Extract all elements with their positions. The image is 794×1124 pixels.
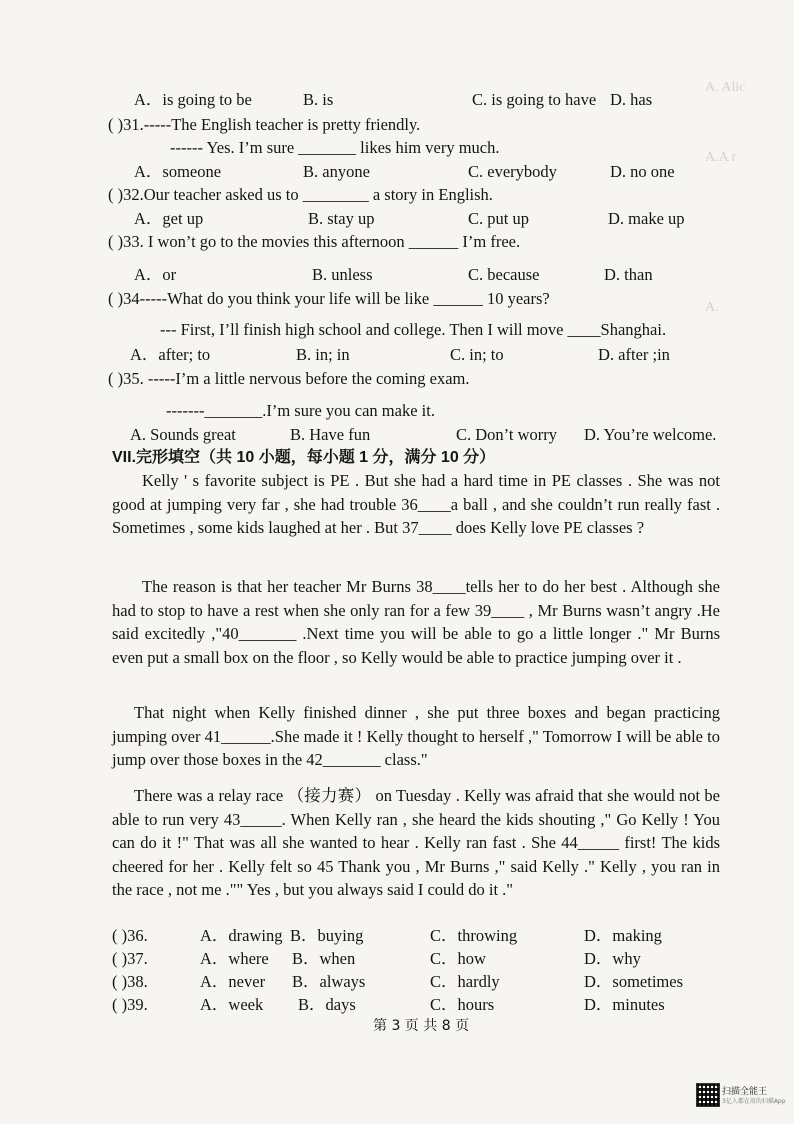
q37-option-c[interactable]: C．how (430, 949, 486, 968)
q33-option-d[interactable]: D. than (604, 265, 653, 284)
bleed-through-text: A.A r (705, 150, 737, 165)
q35-stem: ( )35. -----I’m a little nervous before the coming exam. (108, 369, 470, 388)
q36-stem: ( )36. (112, 926, 148, 945)
q30-option-b[interactable]: B. is (303, 90, 334, 109)
q36-option-a[interactable]: A．drawing (200, 926, 283, 945)
q31-option-c[interactable]: C. everybody (468, 162, 557, 181)
q35-option-a[interactable]: A. Sounds great (130, 425, 236, 444)
page-footer: 第 3 页 共 8 页 (373, 1018, 470, 1034)
scanner-tagline: 3亿人都在用的扫描App (722, 1098, 786, 1105)
q31-option-a[interactable]: A．someone (134, 162, 222, 181)
q34-reply: --- First, I’ll finish high school and college. Then I will move ____Shanghai. (160, 320, 667, 339)
q31-stem: ( )31.-----The English teacher is pretty friendly. (108, 115, 421, 134)
q32-stem: ( )32.Our teacher asked us to ________ a story in English. (108, 185, 493, 204)
section-title: VII.完形填空（共 10 小题，每小题 1 分，满分 10 分） (112, 449, 496, 466)
passage-paragraph: There was a relay race （接力赛） on Tuesday . Kelly was afraid that she would not be able to run very 43_____. When Kelly ran , she heard the kids shouting ," Go Kelly ! You can do it !" That was all she wanted to hear . Kelly ran fast . She 44_____ first! The kids cheered for her . Kelly felt so 45 Thank you , Mr Burns ," said Kelly ." Kelly , you ran in the race , not me ."" Yes , but you always said I could do it ." (112, 786, 720, 899)
q32-option-d[interactable]: D. make up (608, 209, 685, 228)
q39-option-b[interactable]: B．days (298, 995, 356, 1014)
q31-reply: ------ Yes. I’m sure _______ likes him very much. (170, 138, 500, 157)
q37-option-a[interactable]: A．where (200, 949, 269, 968)
q33-option-c[interactable]: C. because (468, 265, 540, 284)
passage-paragraph: The reason is that her teacher Mr Burns 38____tells her to do her best . Although she had to stop to have a rest when she only ran for a few 39____ , Mr Burns wasn’t angry .He said excitedly ,"40_______ .Next time you will be able to go a little longer ." Mr Burns even put a small box on the floor , so Kelly would be able to practice jumping over it . (112, 577, 720, 667)
q36-option-d[interactable]: D．making (584, 926, 662, 945)
q35-option-b[interactable]: B. Have fun (290, 425, 371, 444)
q32-option-a[interactable]: A．get up (134, 209, 204, 228)
q33-option-b[interactable]: B. unless (312, 265, 373, 284)
q37-stem: ( )37. (112, 949, 148, 968)
q39-option-a[interactable]: A．week (200, 995, 264, 1014)
q32-option-b[interactable]: B. stay up (308, 209, 375, 228)
q34-option-a[interactable]: A．after; to (130, 345, 211, 364)
q35-reply: -------_______.I’m sure you can make it. (166, 401, 435, 420)
q39-option-c[interactable]: C．hours (430, 995, 495, 1014)
scanner-brand: 扫描全能王 (722, 1087, 768, 1097)
qr-code-icon (696, 1083, 720, 1107)
bleed-through-text: A. (705, 300, 719, 315)
bleed-through-text: A. Alic (705, 80, 746, 95)
q38-option-c[interactable]: C．hardly (430, 972, 500, 991)
q35-option-d[interactable]: D. You’re welcome. (584, 425, 717, 444)
q36-option-b[interactable]: B．buying (290, 926, 364, 945)
q38-option-b[interactable]: B．always (292, 972, 366, 991)
q33-option-a[interactable]: A．or (134, 265, 177, 284)
q38-stem: ( )38. (112, 972, 148, 991)
q36-option-c[interactable]: C．throwing (430, 926, 518, 945)
q38-option-d[interactable]: D．sometimes (584, 972, 683, 991)
q30-option-a[interactable]: A．is going to be (134, 90, 252, 109)
q34-option-c[interactable]: C. in; to (450, 345, 504, 364)
q39-stem: ( )39. (112, 995, 148, 1014)
q34-stem: ( )34-----What do you think your life will be like ______ 10 years? (108, 289, 550, 308)
q35-option-c[interactable]: C. Don’t worry (456, 425, 557, 444)
q30-option-c[interactable]: C. is going to have (472, 90, 597, 109)
q30-option-d[interactable]: D. has (610, 90, 653, 109)
q37-option-b[interactable]: B．when (292, 949, 356, 968)
q32-option-c[interactable]: C. put up (468, 209, 529, 228)
q34-option-d[interactable]: D. after ;in (598, 345, 670, 364)
q31-option-b[interactable]: B. anyone (303, 162, 370, 181)
q38-option-a[interactable]: A．never (200, 972, 266, 991)
q31-option-d[interactable]: D. no one (610, 162, 675, 181)
q39-option-d[interactable]: D．minutes (584, 995, 665, 1014)
passage-paragraph: That night when Kelly finished dinner , she put three boxes and began practicing jumping over 41______.She made it ! Kelly thought to herself ," Tomorrow I will be able to jump over those boxes in the 42_______ class." (112, 703, 720, 769)
q33-stem: ( )33. I won’t go to the movies this afternoon ______ I’m free. (108, 232, 521, 251)
q34-option-b[interactable]: B. in; in (296, 345, 350, 364)
q37-option-d[interactable]: D．why (584, 949, 641, 968)
scanner-watermark (696, 1083, 788, 1107)
passage-paragraph: Kelly ' s favorite subject is PE . But she had a hard time in PE classes . She was not good at jumping very far , she had trouble 36____a ball , and she couldn’t run really fast . Sometimes , some kids laughed at her . But 37____ does Kelly love PE classes ? (112, 471, 720, 537)
